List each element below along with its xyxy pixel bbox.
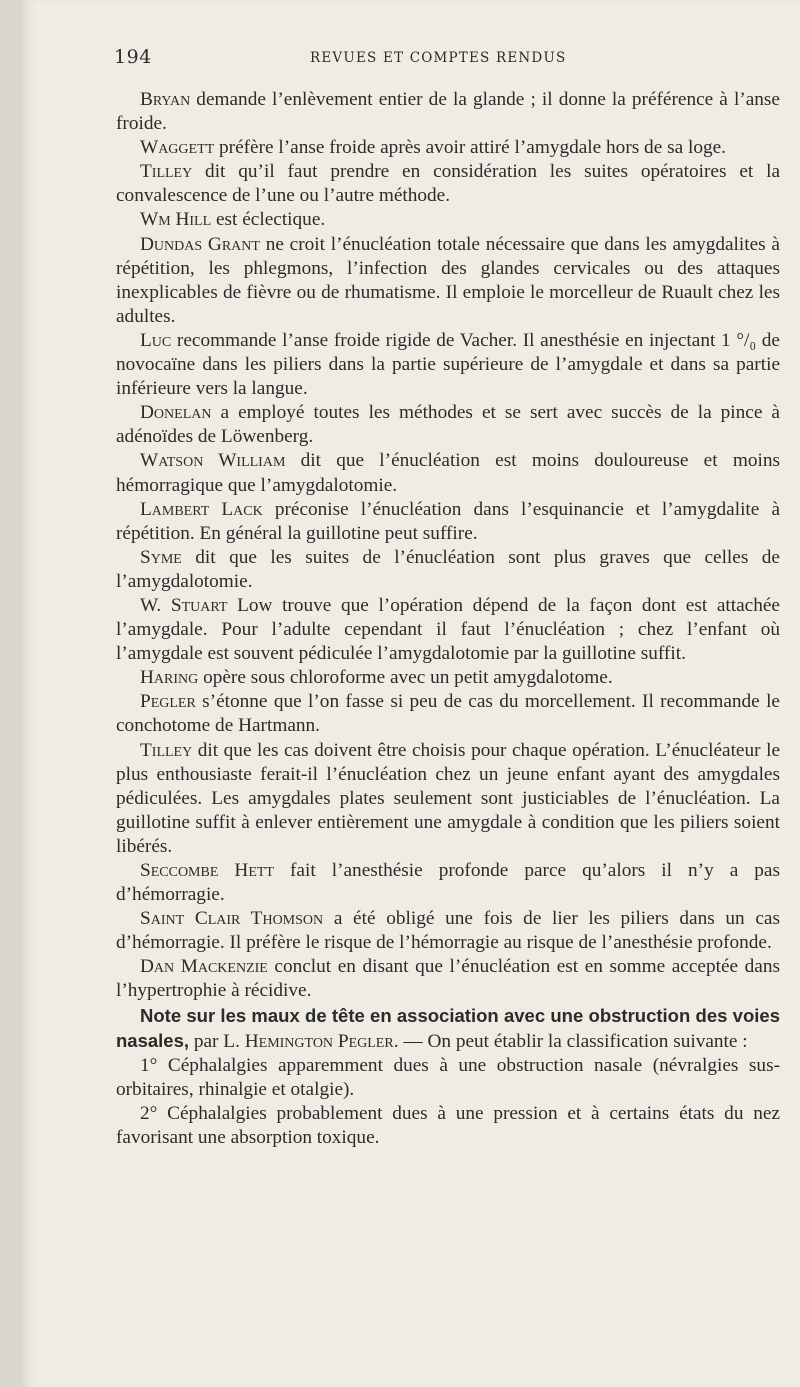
paragraph-text: dit que les cas doivent être choisis pour chaque opération. L’énucléateur le plus enthousiaste ferait-il l’énucléation chez un jeune enfant ayant des amygdales pédiculées. Les amygdales plates seulement sont justiciables de l’énucléation. La guillotine suffit à enlever entièrement une amygdale à condition que les piliers soient libérés. <box>116 739 780 857</box>
author-name: Haring <box>140 667 199 689</box>
paragraph-text: a été obligé une fois de lier les piliers dans un cas d’hémorragie. Il préfère le risque de l’hémorragie au risque de l’anesthésie profonde. <box>116 908 780 954</box>
paragraph-text: dit que les suites de l’énucléation sont plus graves que celles de l’amygdalotomie. <box>116 546 780 592</box>
paragraph <box>116 907 780 955</box>
author-name: W. Stuart <box>140 594 228 616</box>
author-name: Waggett <box>140 137 215 159</box>
paragraph-text: est éclectique. <box>211 209 326 231</box>
list-text: Céphalalgies probablement dues à une pression et à certains états du nez favorisant une absorption toxique. <box>116 1102 780 1149</box>
note-text: . — On peut établir la classification suivante : <box>393 1030 748 1052</box>
author-name: Dundas Grant <box>140 233 260 255</box>
paragraph <box>116 208 780 232</box>
paragraph <box>116 955 780 1003</box>
note-author: Hemington Pegler <box>244 1030 394 1052</box>
running-head: REVUES ET COMPTES RENDUS <box>310 50 567 66</box>
page-body <box>116 88 780 1150</box>
paragraph <box>116 690 780 738</box>
paragraph <box>116 449 780 497</box>
paragraph-text: conclut en disant que l’énucléation est en somme acceptée dans l’hypertrophie à récidive. <box>116 956 780 1002</box>
author-name: Pegler <box>140 691 196 713</box>
page-header <box>114 46 756 78</box>
paragraph <box>116 329 780 401</box>
note-title: Note sur les maux de tête en association avec une obstruction des voies nasales, <box>116 1004 780 1051</box>
paragraph-text: opère sous chloroforme avec un petit amygdalotome. <box>198 667 613 689</box>
paragraph <box>116 160 780 208</box>
paragraph <box>116 859 780 907</box>
author-name: Saint Clair Thomson <box>140 908 324 930</box>
author-name: Watson William <box>140 450 286 472</box>
paragraph-text: préfère l’anse froide après avoir attiré l’amygdale hors de sa loge. <box>214 137 726 159</box>
paragraph-text: dit qu’il faut prendre en considération les suites opératoires et la convalescence de l’une ou l’autre méthode. <box>116 161 780 207</box>
paragraph-text: s’étonne que l’on fasse si peu de cas du morcellement. Il recommande le conchotome de Hartmann. <box>116 691 780 737</box>
paragraph <box>116 546 780 594</box>
paragraph-text: dit que l’énucléation est moins douloureuse et moins hémorragique que l’amygdalotomie. <box>116 450 780 496</box>
paragraph <box>116 498 780 546</box>
paragraph <box>116 136 780 160</box>
author-name: Donelan <box>140 402 212 424</box>
author-name: Tilley <box>140 739 193 761</box>
paragraph-text: Low trouve que l’opération dépend de la façon dont est attachée l’amygdale. Pour l’adulte cependant il faut l’énucléation ; chez l’enfant où l’amygdale est souvent pédiculée l’amygdalotomie par la guillotine suffit. <box>116 594 780 665</box>
author-name: Luc <box>140 329 172 351</box>
paragraph <box>116 233 780 329</box>
paragraph-text: a employé toutes les méthodes et se sert avec succès de la pince à adénoïdes de Löwenberg. <box>116 402 780 448</box>
author-name: Syme <box>140 546 182 568</box>
author-name: Tilley <box>140 161 193 183</box>
paragraph-text: recommande l’anse froide rigide de Vacher. Il anesthésie en injectant 1 °/₀ de novocaïne dans les piliers dans la partie supérieure de l’amygdale et dans sa partie inférieure vers la langue. <box>116 329 780 400</box>
note-paragraph <box>116 1004 780 1054</box>
list-number: 1° <box>140 1054 158 1076</box>
paragraph <box>116 666 780 690</box>
list-number: 2° <box>140 1102 158 1124</box>
list-text: Céphalalgies apparemment dues à une obstruction nasale (névralgies sus-orbitaires, rhinalgie et otalgie). <box>116 1054 780 1100</box>
scanned-page <box>22 0 800 1387</box>
author-name: Bryan <box>140 89 191 110</box>
author-name: Seccombe Hett <box>140 860 274 881</box>
author-name: Wm Hill <box>140 209 212 231</box>
note-author-prefix: par L. <box>189 1030 245 1052</box>
page-number: 194 <box>114 46 152 68</box>
paragraph-text: préconise l’énucléation dans l’esquinancie et l’amygdalite à répétition. En général la guillotine peut suffire. <box>116 498 780 544</box>
author-name: Lambert Lack <box>140 498 263 520</box>
paragraph-text: ne croit l’énucléation totale nécessaire que dans les amygdalites à répétition, les phlegmons, l’infection des glandes cervicales ou des attaques inexplicables de fièvre ou de rhumatisme. Il emploie le morcelleur de Ruault chez les adultes. <box>116 233 780 327</box>
paragraph <box>116 594 780 666</box>
paragraph <box>116 739 780 859</box>
paragraph <box>116 88 780 136</box>
author-name: Dan Mackenzie <box>140 956 268 978</box>
paragraph-text: fait l’anesthésie profonde parce qu’alors il n’y a pas d’hémorragie. <box>116 860 780 906</box>
list-item <box>116 1054 780 1102</box>
paragraph <box>116 401 780 449</box>
paragraph-text: demande l’enlèvement entier de la glande ; il donne la préférence à l’anse froide. <box>116 89 780 135</box>
list-item <box>116 1102 780 1150</box>
